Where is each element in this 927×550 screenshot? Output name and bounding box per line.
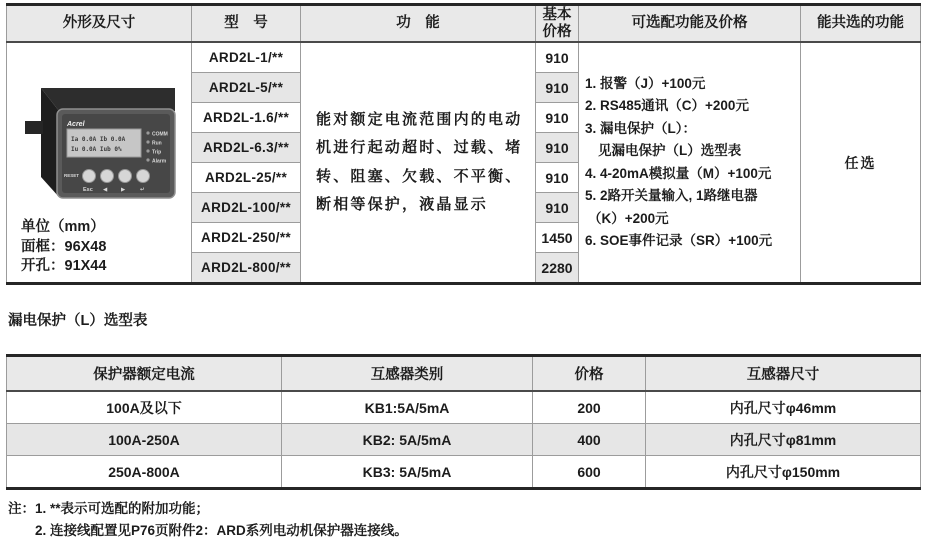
enter-arrow-icon: ↵ (140, 187, 145, 193)
header-options-price: 可选配功能及价格 (579, 5, 801, 43)
option-line: 1. 报警（J）+100元 (585, 75, 706, 91)
dimension-unit: 单位（mm） (21, 219, 105, 235)
transformer-size-cell: 内孔尺寸φ81mm (646, 424, 921, 456)
header-shape-size: 外形及尺寸 (7, 5, 192, 43)
product-table (6, 3, 921, 285)
shape-size-cell (7, 42, 192, 284)
transformer-size-cell: 内孔尺寸φ46mm (646, 391, 921, 424)
esc-button (83, 170, 96, 183)
option-line: 见漏电保护（L）选型表 (598, 143, 742, 158)
dimension-cutout: 开孔：91X44 (21, 258, 107, 274)
rated-current-cell: 100A及以下 (7, 391, 282, 424)
reset-label: RESET (64, 173, 80, 178)
device-brand-logo: Acrel (67, 121, 85, 128)
alarm-led-label: Alarm (152, 158, 167, 165)
run-led-label: Run (152, 140, 162, 147)
price-cell: 910 (536, 42, 579, 73)
transformer-size-cell: 内孔尺寸φ150mm (646, 456, 921, 489)
left-arrow-icon: ◀ (103, 187, 108, 193)
footnote-2: 2. 连接线配置见P76页附件2：ARD系列电动机保护器连接线。 (35, 523, 408, 538)
table-row (7, 456, 921, 489)
function-line: 能对额定电流范围内的电动 (316, 110, 523, 128)
option-line: 3. 漏电保护（L）： (585, 120, 697, 136)
footnote-1: 注：1. **表示可选配的附加功能； (8, 501, 210, 516)
price-cell: 910 (536, 133, 579, 163)
price-cell: 1450 (536, 223, 579, 253)
motor-protector-device-image (17, 85, 177, 203)
leakage-selection-table (6, 354, 921, 490)
transformer-type-cell: KB1:5A/5mA (282, 391, 533, 424)
device-dimensions (21, 218, 191, 277)
run-led (146, 140, 149, 143)
comm-led-label: COMM (152, 131, 168, 138)
price-cell: 910 (536, 163, 579, 193)
esc-button-label: Esc (83, 187, 93, 193)
price-cell: 910 (536, 103, 579, 133)
model-cell: ARD2L-250/** (192, 223, 301, 253)
header-combinable: 能共选的功能 (801, 5, 921, 43)
option-line: 6. SOE事件记录（SR）+100元 (585, 233, 773, 248)
function-line: 断相等保护，液晶显示 (316, 196, 489, 213)
right-arrow-button (119, 170, 132, 183)
left-arrow-button (101, 170, 114, 183)
lcd-line1: Ia 0.0A Ib 0.0A (71, 136, 126, 143)
table-row (7, 424, 921, 456)
header-transformer-size: 互感器尺寸 (646, 356, 921, 392)
device-photo (17, 85, 191, 206)
device-top-face (41, 88, 175, 111)
transformer-type-cell: KB2: 5A/5mA (282, 424, 533, 456)
options-cell (579, 42, 801, 284)
leakage-table-title: 漏电保护（L）选型表 (8, 313, 148, 329)
option-line: 5. 2路开关量输入, 1路继电器 (585, 188, 758, 203)
price-cell: 910 (536, 73, 579, 103)
price-cell: 2280 (536, 253, 579, 284)
right-arrow-icon: ▶ (121, 187, 126, 193)
model-cell: ARD2L-5/** (192, 73, 301, 103)
model-cell: ARD2L-100/** (192, 193, 301, 223)
combinable-cell: 任选 (801, 42, 921, 284)
table-row (7, 391, 921, 424)
alarm-led (146, 158, 149, 161)
header-price: 价格 (533, 356, 646, 392)
model-cell: ARD2L-800/** (192, 253, 301, 284)
leakage-table-header-row (7, 356, 921, 392)
function-cell (301, 42, 536, 284)
price-cell: 910 (536, 193, 579, 223)
rated-current-cell: 250A-800A (7, 456, 282, 489)
header-function: 功 能 (301, 5, 536, 43)
dimension-frame: 面框：96X48 (21, 238, 107, 255)
model-cell: ARD2L-6.3/** (192, 133, 301, 163)
header-rated-current: 保护器额定电流 (7, 356, 282, 392)
table-row (7, 42, 921, 73)
price-cell: 200 (533, 391, 646, 424)
model-cell: ARD2L-1/** (192, 42, 301, 73)
transformer-type-cell: KB3: 5A/5mA (282, 456, 533, 489)
header-model: 型 号 (192, 5, 301, 43)
lcd-line2: Iu 0.0A Iub 0% (71, 146, 122, 153)
function-line: 转、阻塞、欠载、不平衡、 (316, 167, 523, 185)
option-line: （K）+200元 (588, 210, 669, 226)
comm-led (146, 131, 149, 134)
option-line: 4. 4-20mA模拟量（M）+100元 (585, 165, 772, 181)
rated-current-cell: 100A-250A (7, 424, 282, 456)
header-base-price: 基本价格 (536, 5, 579, 43)
enter-button (137, 170, 150, 183)
function-line: 机进行起动超时、过载、堵 (316, 139, 523, 156)
option-line: 2. RS485通讯（C）+200元 (585, 98, 749, 113)
footnotes (8, 498, 408, 542)
price-cell: 600 (533, 456, 646, 489)
header-transformer-type: 互感器类别 (282, 356, 533, 392)
model-cell: ARD2L-1.6/** (192, 103, 301, 133)
trip-led-label: Trip (152, 149, 162, 156)
price-cell: 400 (533, 424, 646, 456)
product-table-header-row (7, 5, 921, 43)
device-mounting-clip (25, 121, 43, 134)
model-cell: ARD2L-25/** (192, 163, 301, 193)
trip-led (146, 149, 149, 152)
